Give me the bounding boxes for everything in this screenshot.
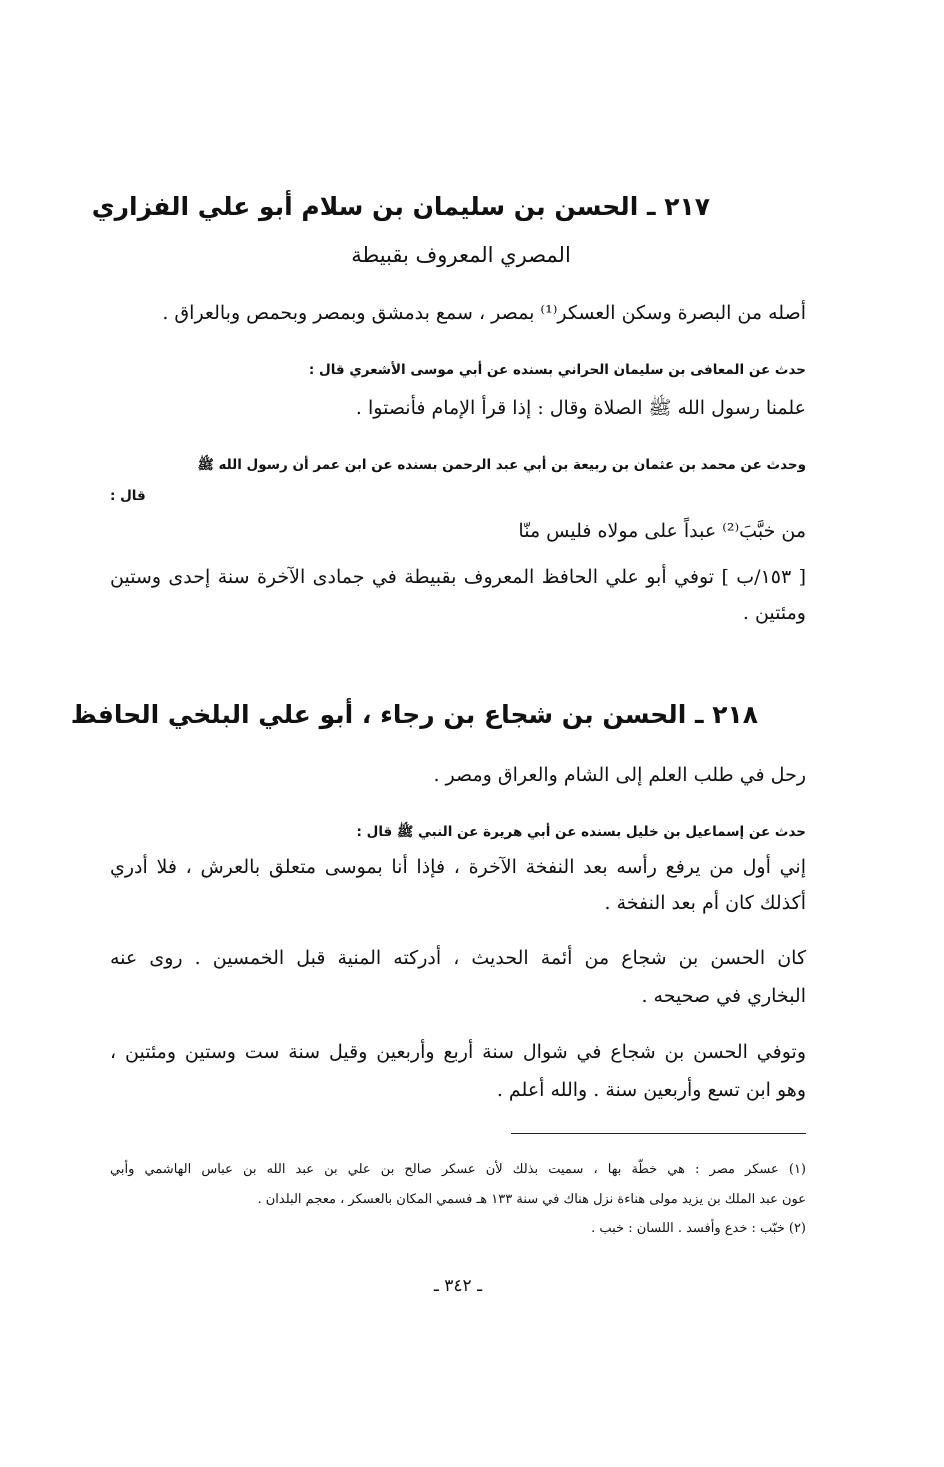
entry-217-hadith2-text: من خبَّبَ⁽²⁾ عبداً على مولاه فليس منّا <box>518 520 806 542</box>
page-number: ـ ٣٤٢ ـ <box>433 1276 483 1296</box>
entry-218-praise: كان الحسن بن شجاع من أئمة الحديث ، أدركته المنية قبل الخمسين . روى عنه <box>110 947 806 969</box>
entry-217-title: ٢١٧ ـ الحسن بن سليمان بن سلام أبو علي الفزاري <box>91 192 710 221</box>
entry-217-hadith1-intro: حدث عن المعافى بن سليمان الحراني بسنده عن أبي موسى الأشعري قال : <box>308 362 806 378</box>
entry-218-bio: رحل في طلب العلم إلى الشام والعراق ومصر . <box>433 764 806 786</box>
footnote-2: (٢) خبّب : خدع وأفسد . اللسان : خبب . <box>591 1221 806 1236</box>
entry-217-hadith2-intro-cont: قال : <box>110 488 146 504</box>
entry-218-title: ٢١٨ ـ الحسن بن شجاع بن رجاء ، أبو علي البلخي الحافظ <box>70 700 758 729</box>
entry-218-praise-cont: البخاري في صحيحه . <box>641 985 806 1007</box>
document-page <box>70 0 807 1467</box>
entry-217-death-date: [ ١٥٣/ب ] توفي أبو علي الحافظ المعروف بقبيطة في جمادى الآخرة سنة إحدى وستين <box>110 566 807 588</box>
entry-218-hadith-intro: حدث عن إسماعيل بن خليل بسنده عن أبي هريرة عن النبي ﷺ قال : <box>356 824 806 840</box>
entry-218-hadith-text-cont: أكذلك كان أم بعد النفخة . <box>604 892 806 914</box>
entry-217-bio: أصله من البصرة وسكن العسكر⁽¹⁾ بمصر ، سمع بدمشق وبمصر وبحمص وبالعراق . <box>162 302 806 324</box>
entry-218-hadith-text: إني أول من يرفع رأسه بعد النفخة الآخرة ، فإذا أنا بموسى متعلق بالعرش ، فلا أدري <box>110 856 806 878</box>
footnote-1-cont: عون عبد الملك بن يزيد مولى هناءة نزل هناك في سنة ١٣٣ هـ فسمي المكان بالعسكر ، معجم البلدان . <box>257 1192 806 1207</box>
entry-218-death-date-cont: وهو ابن تسع وأربعين سنة . والله أعلم . <box>496 1079 806 1101</box>
footnote-1: (١) عسكر مصر : هي خطّة بها ، سميت بذلك لأن عسكر صالح بن علي بن عبد الله بن عباس الهاشمي وأبي <box>110 1162 806 1177</box>
footnote-separator <box>511 1133 806 1134</box>
entry-218-death-date: وتوفي الحسن بن شجاع في شوال سنة أربع وأربعين وقيل سنة ست وستين ومئتين ، <box>110 1041 806 1063</box>
entry-217-hadith2-intro: وحدث عن محمد بن عثمان بن ربيعة بن أبي عبد الرحمن بسنده عن ابن عمر أن رسول الله ﷺ <box>197 457 806 473</box>
entry-217-subtitle: المصري المعروف بقبيطة <box>351 243 571 267</box>
entry-217-death-date-cont: ومئتين . <box>742 602 806 624</box>
entry-217-hadith1-text: علمنا رسول الله ﷺ الصلاة وقال : إذا قرأ الإمام فأنصتوا . <box>355 397 806 419</box>
